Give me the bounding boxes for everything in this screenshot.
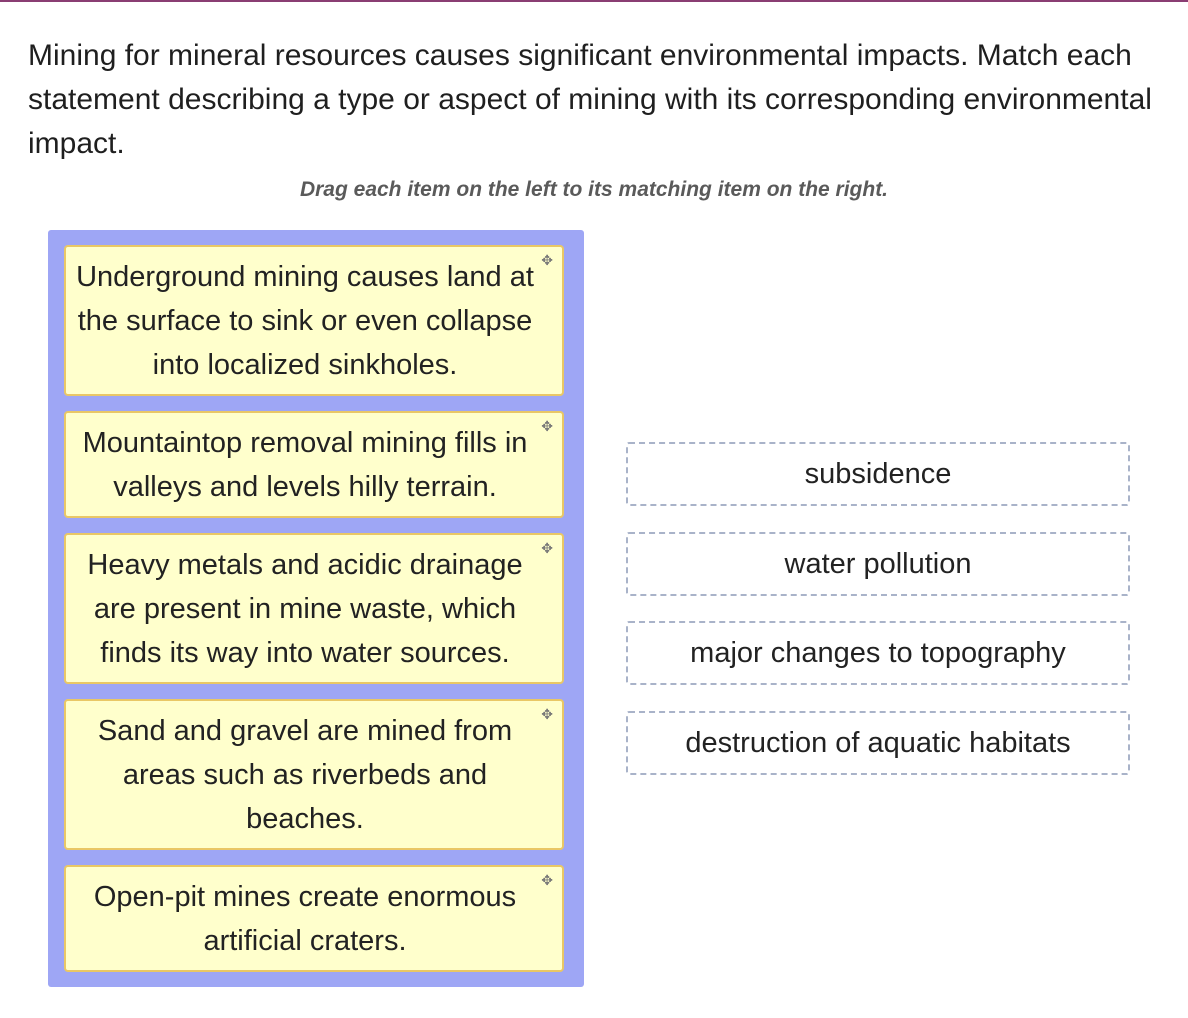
drop-target-aquatic-habitats[interactable]: [626, 711, 1130, 775]
drag-item-heavy-metals[interactable]: [64, 533, 564, 684]
move-icon: ✥: [541, 418, 553, 434]
drag-item-sand-gravel[interactable]: [64, 699, 564, 850]
draggable-items-panel: [48, 230, 584, 987]
drag-item-open-pit[interactable]: [64, 865, 564, 972]
drag-item-text: Heavy metals and acidic drainage are present in mine waste, which finds its way into water sources.: [87, 548, 523, 669]
drop-target-water-pollution[interactable]: [626, 532, 1130, 596]
drag-item-mountaintop-removal[interactable]: [64, 411, 564, 518]
move-icon: ✥: [541, 706, 553, 722]
drag-item-text: Sand and gravel are mined from areas such as riverbeds and beaches.: [97, 714, 513, 835]
drop-target-label: major changes to topography: [690, 636, 1066, 669]
drag-item-underground-mining[interactable]: [64, 245, 564, 396]
top-divider: [0, 0, 1188, 2]
move-icon: ✥: [541, 872, 553, 888]
drag-instructions: Drag each item on the left to its matching item on the right.: [299, 178, 889, 201]
drop-target-label: destruction of aquatic habitats: [685, 726, 1071, 759]
drop-target-subsidence[interactable]: [626, 442, 1130, 506]
drop-target-topography[interactable]: [626, 621, 1130, 685]
drag-item-text: Open-pit mines create enormous artificial craters.: [93, 880, 517, 957]
drop-target-label: subsidence: [804, 457, 952, 490]
move-icon: ✥: [541, 252, 553, 268]
drag-item-text: Mountaintop removal mining fills in valleys and levels hilly terrain.: [82, 426, 528, 503]
question-prompt: Mining for mineral resources causes significant environmental impacts. Match each statement describing a type or aspect of mining with its corresponding environmental impact.: [28, 39, 1152, 160]
drag-item-text: Underground mining causes land at the surface to sink or even collapse into localized sinkholes.: [76, 260, 534, 381]
drop-target-label: water pollution: [784, 547, 972, 580]
move-icon: ✥: [541, 540, 553, 556]
